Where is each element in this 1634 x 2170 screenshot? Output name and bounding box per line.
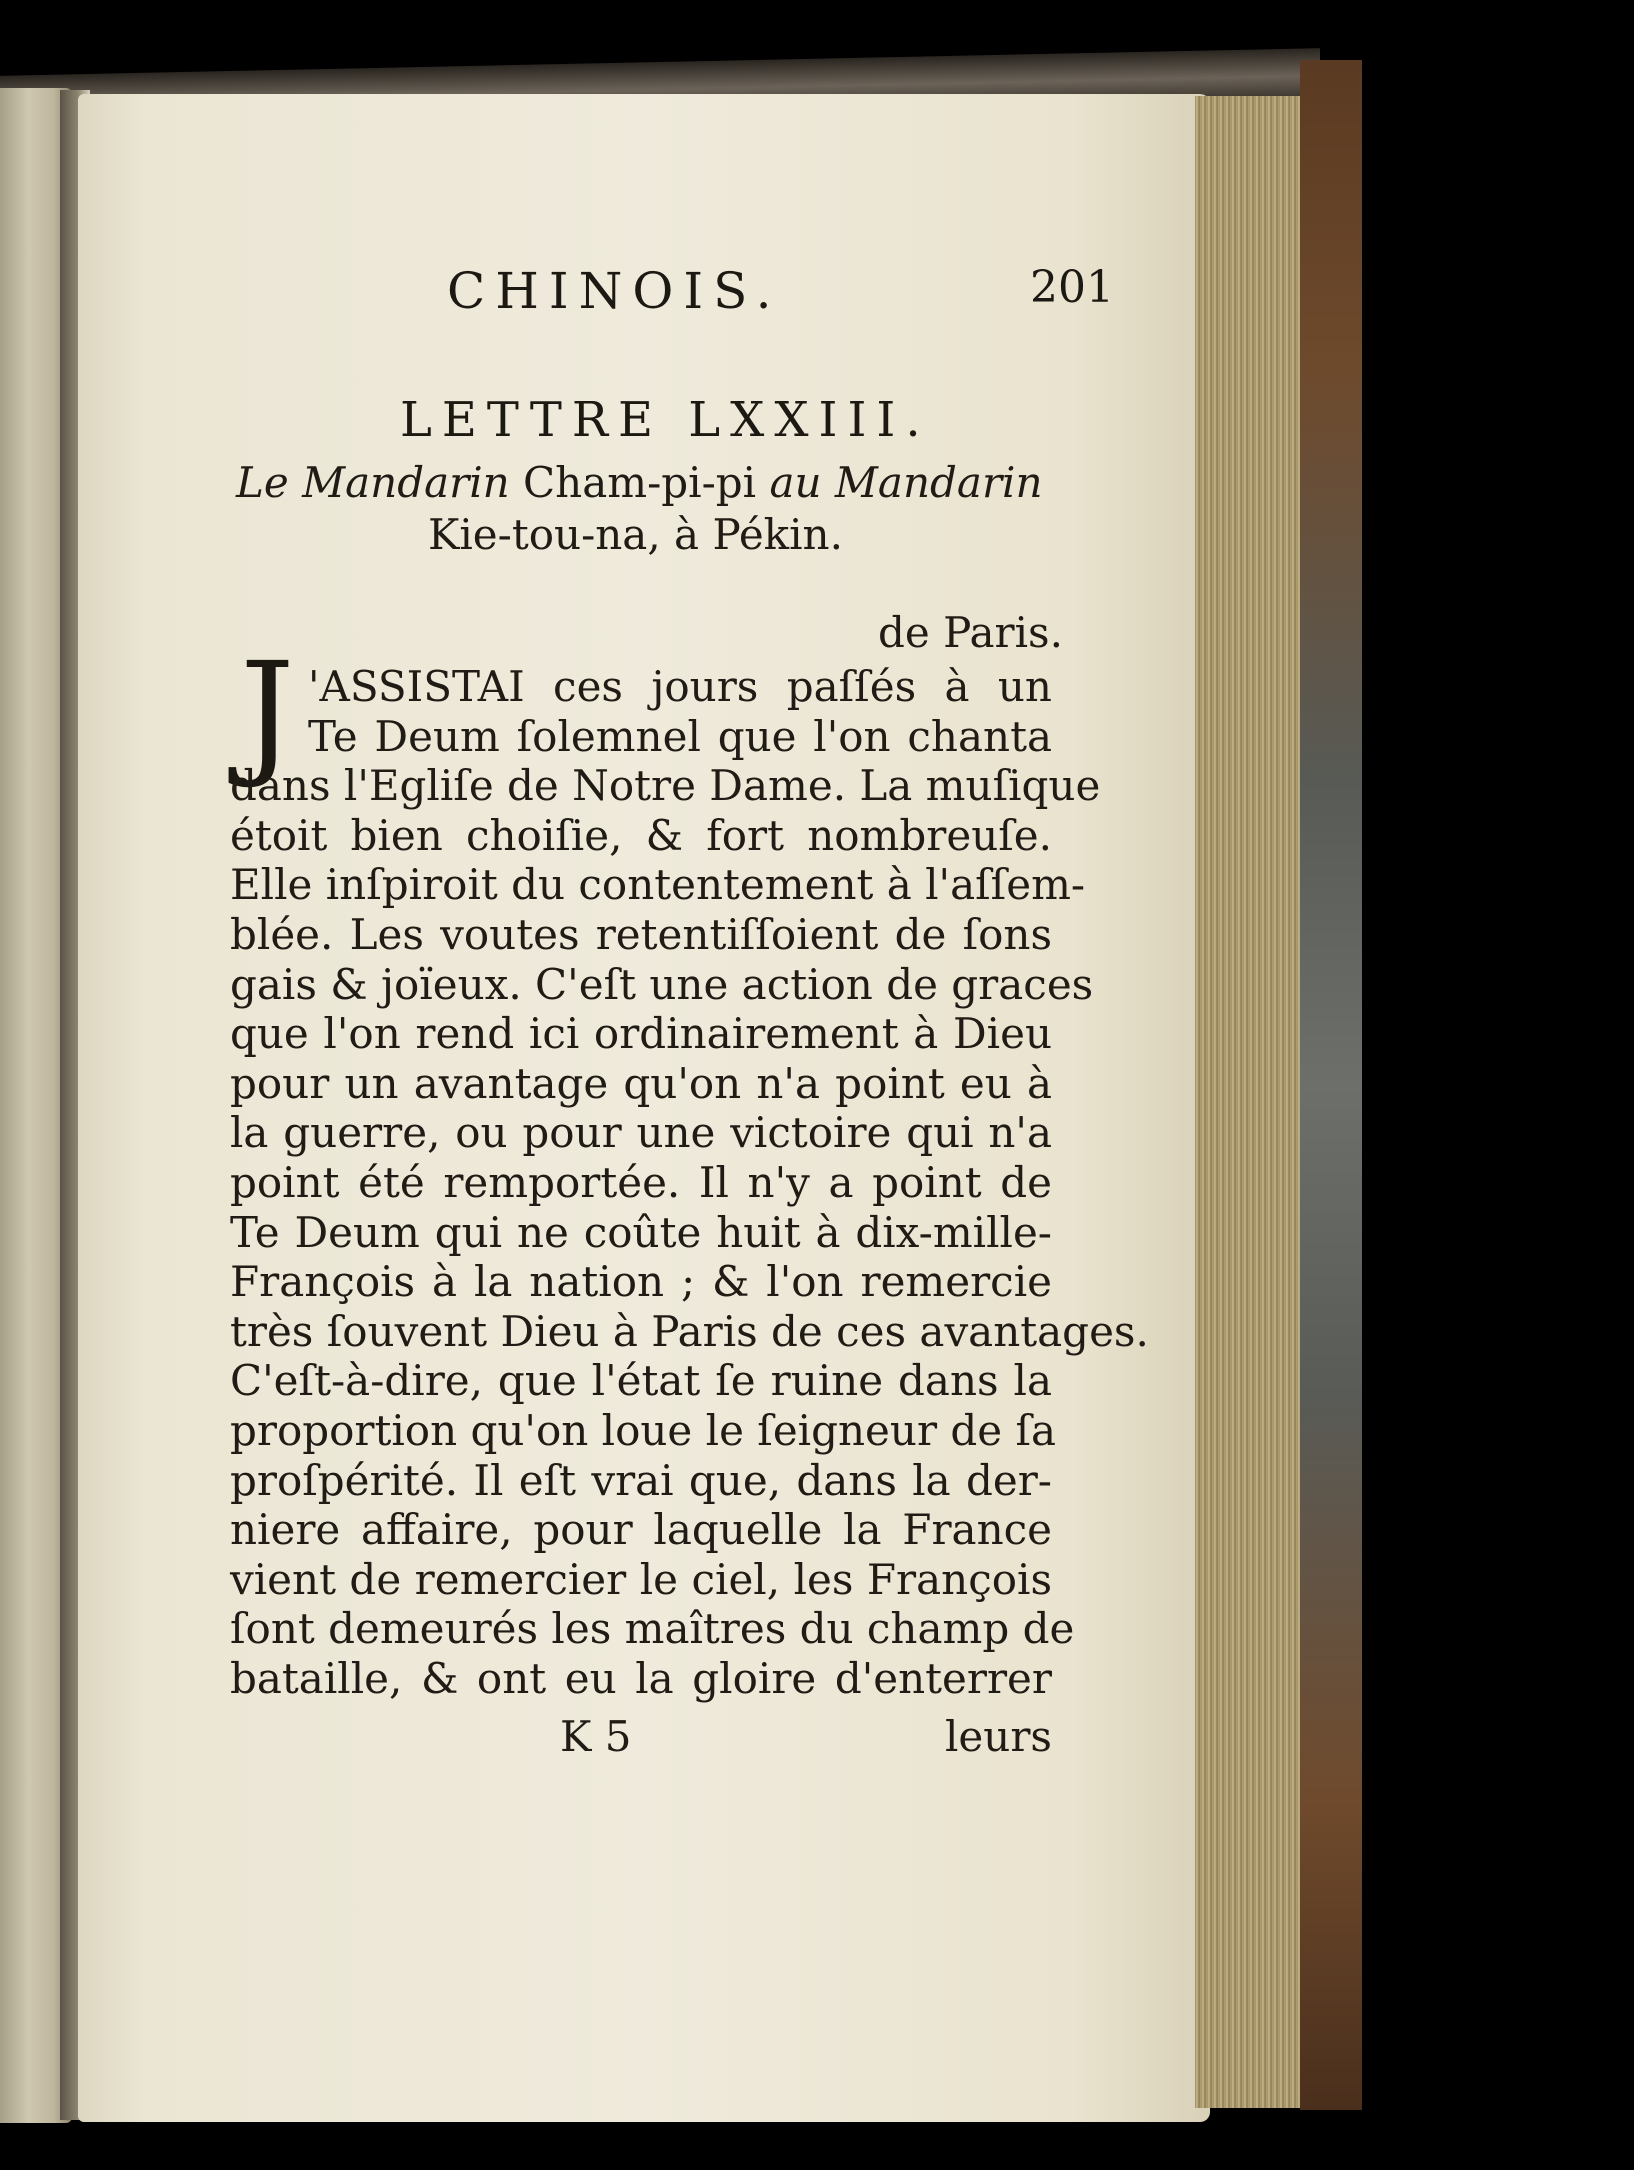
text-line: C'eſt-à-dire, que l'état ſe ruine dans la bbox=[230, 1356, 1052, 1406]
text-line: la guerre, ou pour une victoire qui n'a bbox=[230, 1108, 1052, 1158]
letter-subtitle-line1 bbox=[236, 458, 1043, 507]
subtitle-word: Le Mandarin bbox=[236, 458, 510, 507]
book-cover-right bbox=[1300, 60, 1362, 2110]
signature-mark: K 5 bbox=[560, 1712, 632, 1761]
text-line: François à la nation ; & l'on remercie bbox=[230, 1257, 1052, 1307]
text-line: niere affaire, pour laquelle la France bbox=[230, 1505, 1052, 1555]
text-line: Elle inſpiroit du contentement à l'aſſem- bbox=[230, 860, 1086, 910]
subtitle-word: Cham-pi-pi bbox=[523, 458, 757, 507]
letter-title: LETTRE LXXIII. bbox=[400, 392, 931, 448]
text-line: proportion qu'on loue le ſeigneur de ſa bbox=[230, 1406, 1057, 1455]
text-line: étoit bien choiſie, & fort nombreuſe. bbox=[230, 810, 1052, 860]
text-line: vient de remercier le ciel, les François bbox=[230, 1554, 1052, 1604]
letter-place: de Paris. bbox=[878, 608, 1063, 657]
text-line: bataille, & ont eu la gloire d'enterrer bbox=[230, 1654, 1052, 1703]
running-title: CHINOIS. bbox=[447, 262, 782, 320]
text-line: 'ASSISTAI ces jours paſſés à un bbox=[308, 662, 1052, 711]
text-line: très ſouvent Dieu à Paris de ces avantages. bbox=[230, 1306, 1149, 1356]
subtitle-word: au Mandarin bbox=[769, 458, 1043, 507]
catchword: leurs bbox=[945, 1712, 1052, 1761]
page-number: 201 bbox=[1030, 262, 1114, 313]
page-edges bbox=[1195, 96, 1317, 2108]
text-line: pour un avantage qu'on n'a point eu à bbox=[230, 1058, 1052, 1108]
text-line: proſpérité. Il eſt vrai que, dans la der- bbox=[230, 1455, 1052, 1505]
text-line: Te Deum ſolemnel que l'on chanta bbox=[308, 711, 1052, 761]
text-line: point été remportée. Il n'y a point de bbox=[230, 1158, 1052, 1207]
text-line: dans l'Egliſe de Notre Dame. La muſique bbox=[230, 761, 1101, 811]
letter-subtitle-line2: Kie-tou-na, à Pékin. bbox=[428, 510, 843, 559]
text-line: blée. Les voutes retentiſſoient de ſons bbox=[230, 910, 1052, 959]
text-line: ſont demeurés les maîtres du champ de bbox=[230, 1604, 1075, 1654]
drop-cap: J bbox=[240, 634, 295, 792]
text-line: gais & joïeux. C'eſt une action de graces bbox=[230, 959, 1094, 1009]
text-line: que l'on rend ici ordinairement à Dieu bbox=[230, 1009, 1052, 1059]
text-line: Te Deum qui ne coûte huit à dix-mille- bbox=[230, 1207, 1052, 1257]
